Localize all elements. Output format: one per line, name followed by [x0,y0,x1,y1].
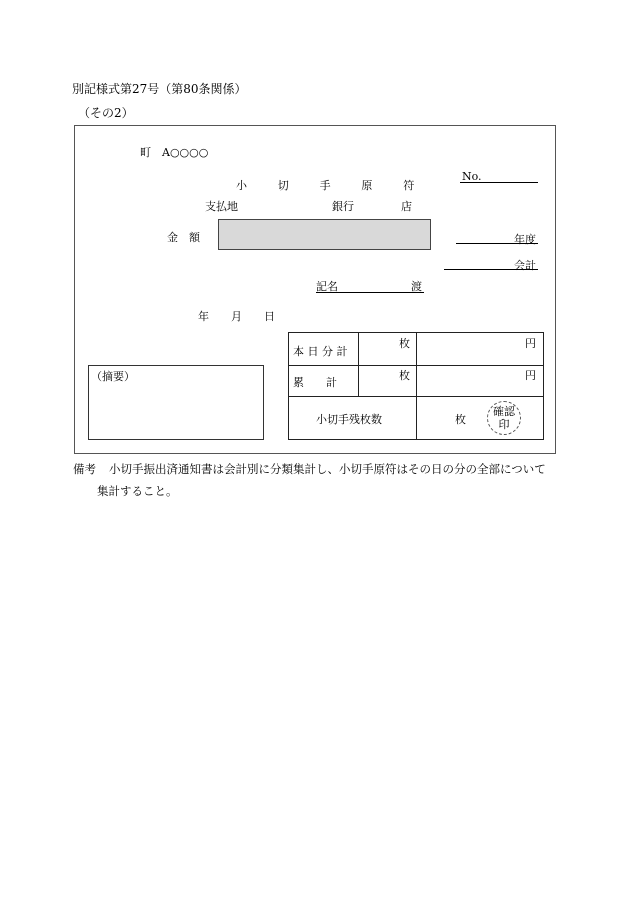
cumulative-label: 累 計 [293,376,337,389]
branch-label: 店 [401,200,412,213]
bank-label: 銀行 [332,200,354,213]
confirmation-seal-icon [487,401,521,435]
today-total-label: 本 日 分 計 [293,345,348,358]
note-line-1: 小切手振出済通知書は会計別に分類集計し、小切手原符はその日の分の全部について [109,462,546,476]
stub-title: 小 切 手 原 符 [236,179,425,192]
cumulative-count-unit: 枚 [399,369,410,382]
payment-place-label: 支払地 [205,200,238,213]
note-title: 備考 [73,462,96,476]
number-underline [460,182,538,183]
account-label: 会計 [514,259,536,272]
signature-label: 記名 [316,280,338,293]
amount-field[interactable] [218,219,431,250]
fiscal-year-label: 年度 [514,233,536,246]
cumulative-yen-unit: 円 [525,369,536,382]
today-yen-unit: 円 [525,337,536,350]
seal-text: 確認印 [493,405,515,431]
transfer-label: 渡 [411,280,422,293]
remaining-count-unit: 枚 [455,413,466,426]
summary-label: （摘要） [91,370,135,383]
signature-underline [316,292,424,293]
form-title: 別記様式第27号（第80条関係） [72,82,247,96]
date-label: 年 月 日 [198,310,275,323]
table-col-divider [358,332,359,396]
town-name: 町 A○○○○ [140,146,209,159]
today-count-unit: 枚 [399,337,410,350]
sub-title: （その2） [78,106,134,120]
number-label: No. [462,170,482,183]
remaining-checks-label: 小切手残枚数 [316,413,382,426]
amount-label: 金 額 [167,231,200,244]
table-col-divider [416,332,417,439]
summary-box[interactable] [88,365,264,440]
note-line-2: 集計すること。 [97,484,178,498]
